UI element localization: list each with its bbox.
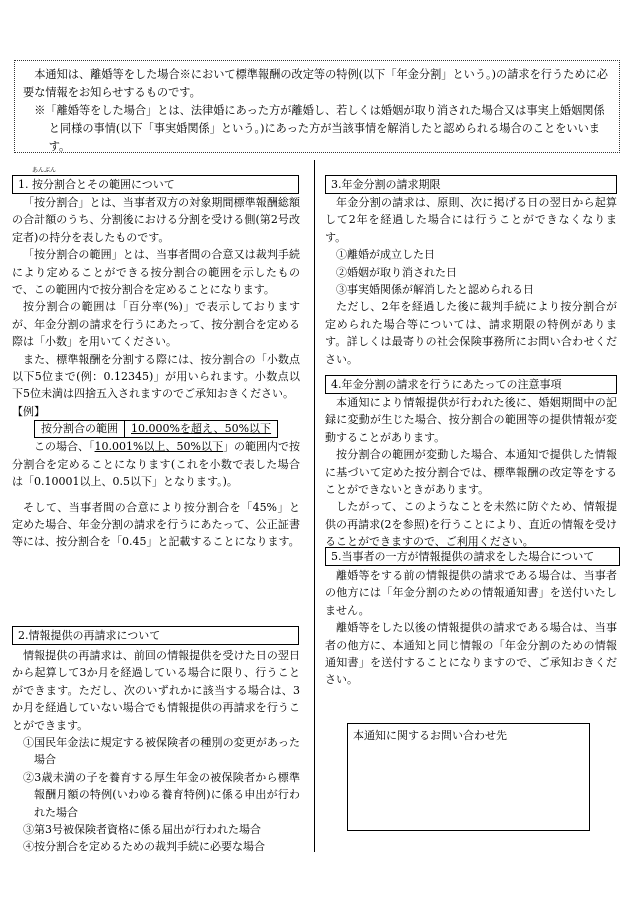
table-cell-value: 10.000%を超え、50%以下 <box>125 421 278 438</box>
list-item: ③事実婚関係が解消したと認められる日 <box>336 283 534 297</box>
section-2-body <box>12 647 300 856</box>
notice-box <box>14 60 620 153</box>
paragraph: 按分割合の範囲は「百分率(%)」で表示しておりますが、年金分割の請求を行うにあたって、按分割合を定める際は「小数」を用いてください。 <box>12 300 300 349</box>
list-item: ③第3号被保険者資格に係る届出が行われた場合 <box>23 823 261 837</box>
example-label: 【例】 <box>12 404 45 418</box>
paragraph: ただし、2年を経過した後に裁判手続により按分割合が定められた場合等については、請求期限の特例があります。詳しくは最寄りの社会保険事務所にお問い合わせください。 <box>325 300 617 366</box>
ruby-reading: あんぶん <box>32 167 57 174</box>
column-divider <box>314 160 315 852</box>
section-5-header: 5.当事者の一方が情報提供の請求をした場合について <box>325 547 620 566</box>
table-row <box>35 421 278 438</box>
text: この場合、「 <box>34 440 95 454</box>
section-1-ruby <box>32 167 57 191</box>
section-1-body <box>12 194 300 551</box>
paragraph: 離婚等をした以後の情報提供の請求である場合は、当事者の他方に、本通知と同じ情報の「年金分割のための情報通知書」を送付することになりますので、ご承知おきください。 <box>325 621 617 687</box>
paragraph: 情報提供の再請求は、前回の情報提供を受けた日の翌日から起算して3か月を経過している場合に限り、行うことができます。ただし、次のいずれかに該当する場合は、3か月を経過していない場合でも情報提供の再請求を行うことができます。 <box>12 649 300 732</box>
list-item: ②3歳未満の子を養育する厚生年金の被保険者から標準報酬月額の特例(いわゆる養育特例)に係る申出が行われた場合 <box>23 770 300 819</box>
paragraph: 「按分割合の範囲」とは、当事者間の合意又は裁判手続により定めることができる按分割合の範囲を示したもので、この範囲内で按分割合を定めることになります。 <box>12 248 300 297</box>
list-item: ④按分割合を定めるための裁判手続に必要な場合 <box>23 840 265 854</box>
list-item: ②婚姻が取り消された日 <box>336 265 457 279</box>
paragraph: 「按分割合」とは、当事者双方の対象期間標準報酬総額の合計額のうち、分割後における分割を受ける側(第2号改定者)の持分を表したものです。 <box>12 196 300 244</box>
notice-text: 本通知は、離婚等をした場合※において標準報酬の改定等の特例(以下「年金分割」という。)の請求を行うために必要な情報をお知らせするものです。 <box>23 68 608 99</box>
section-4-header: 4.年金分割の請求を行うにあたっての注意事項 <box>325 375 617 394</box>
section-5-body <box>325 567 617 689</box>
paragraph: そして、当事者間の合意により按分割合を「45%」と定めた場合、年金分割の請求を行うにあたって、公正証書等には、按分割合を「0.45」と記載することになります。 <box>12 500 300 549</box>
section-1-title: 割合とその範囲について <box>54 178 175 191</box>
section-1-header <box>12 167 299 194</box>
underlined-text: 10.001%以上、50%以下 <box>94 440 223 454</box>
paragraph: 年金分割の請求は、原則、次に掲げる日の翌日から起算して2年を経過した場合には行うことができなくなります。 <box>325 196 617 244</box>
contact-label: 本通知に関するお問い合わせ先 <box>353 729 507 742</box>
contact-box <box>347 723 590 831</box>
section-3-body <box>325 194 617 368</box>
list-item: ①国民年金法に規定する被保険者の種別の変更があった場合 <box>23 736 300 767</box>
paragraph: 本通知により情報提供が行われた後に、婚姻期間中の記録に変動が生じた場合、按分割合の範囲等の提供情報が変動することがあります。 <box>325 396 617 444</box>
paragraph: 按分割合の範囲が変動した場合、本通知で提供した情報に基づいて定めた按分割合では、標準報酬の改定等をすることができないときがあります。 <box>325 448 617 497</box>
text: 」の範囲内で按分割合を定めることになります(これを小数で表した場合は「0.10001以上、0.5以下」となります。)。 <box>12 440 301 489</box>
section-3-header: 3.年金分割の請求期限 <box>325 175 617 194</box>
paragraph: 離婚等をする前の情報提供の請求である場合は、当事者の他方には「年金分割のための情報通知書」を送付いたしません。 <box>325 569 617 617</box>
list-item: ①離婚が成立した日 <box>336 248 435 262</box>
section-1-number: 1. <box>18 178 29 191</box>
ruby-base: 按分 <box>32 178 54 191</box>
table-cell-label: 按分割合の範囲 <box>35 421 125 438</box>
section-2-header: 2.情報提供の再請求について <box>12 626 299 645</box>
paragraph <box>12 438 300 490</box>
paragraph: また、標準報酬を分割する際には、按分割合の「小数点以下5位まで(例：0.12345)」が用いられます。小数点以下5位未満は四捨五入されますのでご承知おきください。 <box>12 352 300 401</box>
paragraph: したがって、このようなことを未然に防ぐため、情報提供の再請求(2を参照)を行うことにより、直近の情報を受けることができますので、ご利用ください。 <box>325 500 617 549</box>
example-table <box>34 420 278 438</box>
notice-footnote: ※「離婚等をした場合」とは、法律婚にあった方が離婚し、若しくは婚姻が取り消された場合又は事実上婚姻関係と同様の事情(以下「事実婚関係」という。)にあった方が当該事情を解消したと認められる場合のことをいいます。 <box>34 104 605 153</box>
section-4-body <box>325 394 617 551</box>
